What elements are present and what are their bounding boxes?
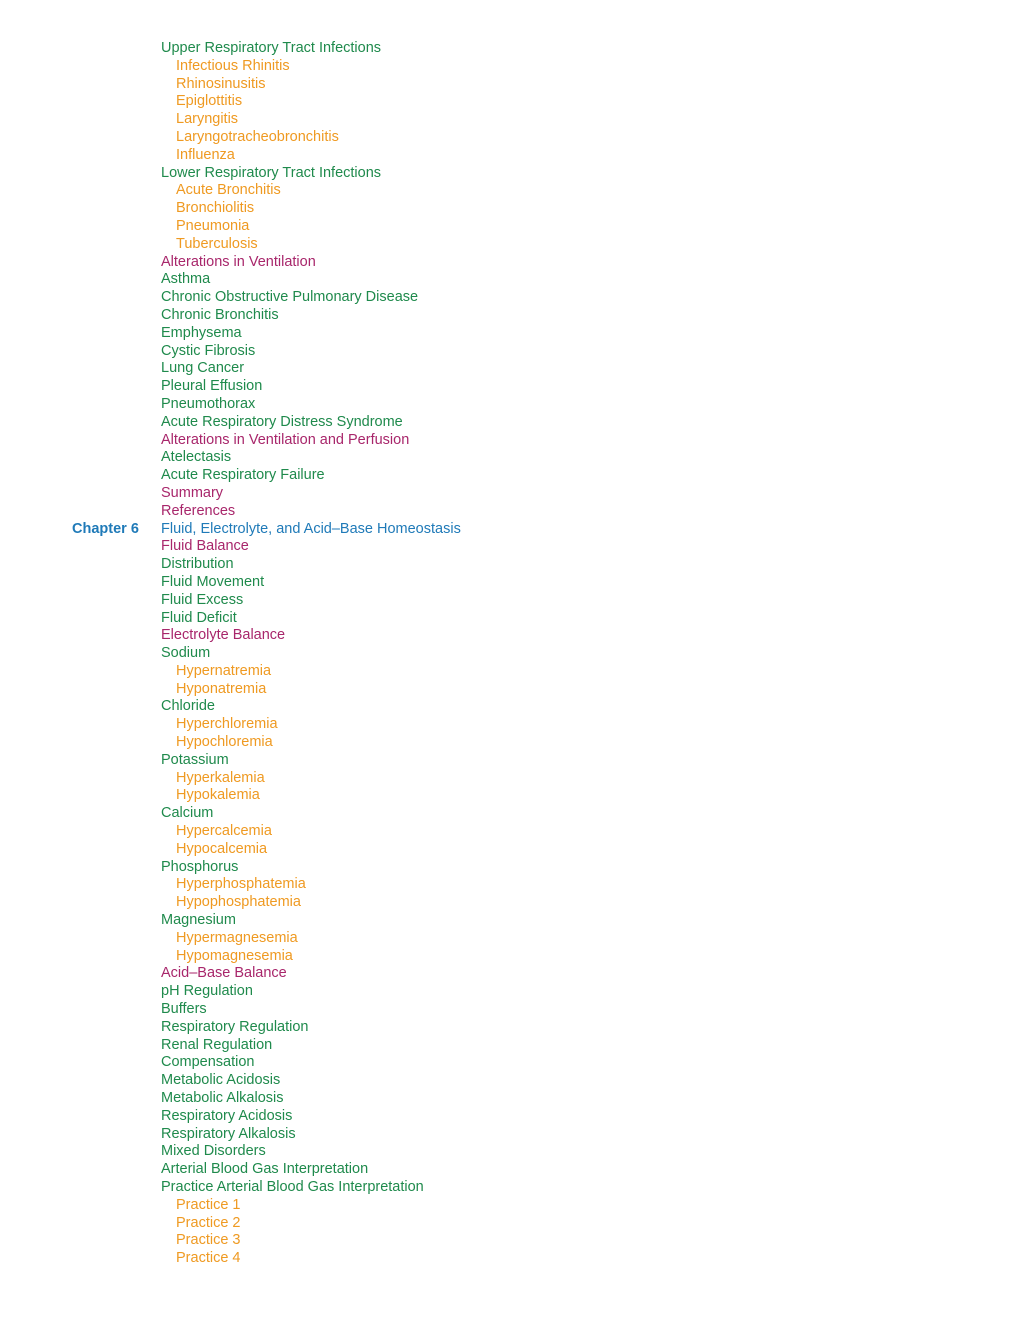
toc-entry-label: Renal Regulation [161, 1036, 273, 1053]
toc-entry-label: Laryngotracheobronchitis [176, 128, 339, 145]
toc-entry-label: Phosphorus [161, 858, 239, 875]
chapter-number: Chapter 6 [72, 520, 139, 537]
toc-entry-label: pH Regulation [161, 983, 253, 1000]
toc-chapter-link[interactable] [0, 521, 1020, 539]
toc-entry-label: Pneumothorax [161, 395, 256, 412]
toc-section-link[interactable] [0, 752, 1020, 770]
toc-entry-label: Hyperphosphatemia [176, 876, 306, 893]
toc-subsection-link[interactable] [0, 663, 1020, 681]
toc-entry-label: Buffers [161, 1001, 207, 1018]
toc-entry-label: Calcium [161, 805, 214, 822]
toc-entry-label: References [161, 502, 236, 519]
toc-entry-label: Pneumonia [176, 217, 250, 234]
toc-entry-label: Hyponatremia [176, 680, 267, 697]
toc-section-link[interactable] [0, 289, 1020, 307]
toc-section-link[interactable] [0, 360, 1020, 378]
toc-entry-label: Lung Cancer [161, 360, 245, 377]
toc-section-link[interactable] [0, 1108, 1020, 1126]
toc-subsection-link[interactable] [0, 787, 1020, 805]
toc-entry-label: Summary [161, 484, 224, 501]
toc-subsection-link[interactable] [0, 841, 1020, 859]
toc-section-link[interactable] [0, 1019, 1020, 1037]
toc-section-link[interactable] [0, 1090, 1020, 1108]
toc-subsection-link[interactable] [0, 129, 1020, 147]
toc-entry-label: Alterations in Ventilation [161, 253, 316, 270]
toc-entry-label: Metabolic Acidosis [161, 1072, 281, 1089]
toc-entry-label: Acute Respiratory Distress Syndrome [161, 413, 403, 430]
toc-entry-label: Hypophosphatemia [176, 894, 301, 911]
toc-entry-label: Influenza [176, 146, 235, 163]
toc-subsection-link[interactable] [0, 111, 1020, 129]
toc-subsection-link[interactable] [0, 1232, 1020, 1250]
toc-entry-label: Lower Respiratory Tract Infections [161, 164, 382, 181]
toc-section-link[interactable] [0, 378, 1020, 396]
toc-subsection-link[interactable] [0, 948, 1020, 966]
toc-entry-label: Acid–Base Balance [161, 965, 287, 982]
toc-subsection-link[interactable] [0, 236, 1020, 254]
toc-heading-link[interactable] [0, 503, 1020, 521]
toc-subsection-link[interactable] [0, 1197, 1020, 1215]
toc-entry-label: Hypermagnesemia [176, 929, 298, 946]
toc-entry-label: Practice 4 [176, 1250, 241, 1267]
toc-entry-label: Fluid, Electrolyte, and Acid–Base Homeostasis [161, 520, 461, 537]
toc-section-link[interactable] [0, 325, 1020, 343]
toc-entry-label: Acute Respiratory Failure [161, 467, 325, 484]
toc-entry-label: Hypocalcemia [176, 840, 268, 857]
toc-section-link[interactable] [0, 449, 1020, 467]
toc-subsection-link[interactable] [0, 200, 1020, 218]
toc-entry-label: Potassium [161, 751, 229, 768]
toc-subsection-link[interactable] [0, 930, 1020, 948]
toc-section-link[interactable] [0, 40, 1020, 58]
toc-entry-label: Acute Bronchitis [176, 182, 281, 199]
toc-entry-label: Chronic Obstructive Pulmonary Disease [161, 289, 419, 306]
toc-section-link[interactable] [0, 1161, 1020, 1179]
toc-section-link[interactable] [0, 165, 1020, 183]
toc-subsection-link[interactable] [0, 823, 1020, 841]
toc-subsection-link[interactable] [0, 182, 1020, 200]
toc-entry-label: Hypercalcemia [176, 823, 272, 840]
toc-section-link[interactable] [0, 1072, 1020, 1090]
toc-entry-label: Upper Respiratory Tract Infections [161, 40, 382, 56]
toc-subsection-link[interactable] [0, 1215, 1020, 1233]
toc-section-link[interactable] [0, 307, 1020, 325]
toc-section-link[interactable] [0, 1054, 1020, 1072]
toc-entry-label: Compensation [161, 1054, 255, 1071]
toc-subsection-link[interactable] [0, 147, 1020, 165]
toc-entry-label: Atelectasis [161, 449, 232, 466]
toc-section-link[interactable] [0, 698, 1020, 716]
toc-section-link[interactable] [0, 1143, 1020, 1161]
toc-section-link[interactable] [0, 645, 1020, 663]
toc-section-link[interactable] [0, 592, 1020, 610]
toc-section-link[interactable] [0, 983, 1020, 1001]
toc-section-link[interactable] [0, 396, 1020, 414]
toc-subsection-link[interactable] [0, 716, 1020, 734]
toc-entry-label: Practice Arterial Blood Gas Interpretation [161, 1179, 424, 1195]
toc-section-link[interactable] [0, 1001, 1020, 1019]
toc-subsection-link[interactable] [0, 894, 1020, 912]
toc-entry-label: Sodium [161, 645, 211, 662]
toc-entry-label: Hypokalemia [176, 787, 260, 804]
toc-entry-label: Epiglottitis [176, 93, 243, 110]
toc-section-link[interactable] [0, 1179, 1020, 1197]
toc-entry-label: Electrolyte Balance [161, 627, 286, 644]
toc-section-link[interactable] [0, 343, 1020, 361]
toc-entry-label: Fluid Balance [161, 538, 249, 555]
toc-heading-link[interactable] [0, 538, 1020, 556]
toc-entry-label: Emphysema [161, 324, 242, 341]
toc-entry-label: Practice 1 [176, 1196, 241, 1213]
toc-subsection-link[interactable] [0, 76, 1020, 94]
toc-section-link[interactable] [0, 271, 1020, 289]
toc-entry-label: Hyperkalemia [176, 769, 265, 786]
toc-entry-label: Alterations in Ventilation and Perfusion [161, 431, 410, 448]
toc-subsection-link[interactable] [0, 58, 1020, 76]
toc-section-link[interactable] [0, 912, 1020, 930]
toc-section-link[interactable] [0, 1126, 1020, 1144]
toc-entry-label: Hypernatremia [176, 662, 272, 679]
toc-entry-label: Fluid Movement [161, 573, 265, 590]
toc-section-link[interactable] [0, 556, 1020, 574]
toc-entry-label: Distribution [161, 556, 234, 573]
toc-entry-label: Laryngitis [176, 111, 239, 128]
toc-subsection-link[interactable] [0, 218, 1020, 236]
toc-subsection-link[interactable] [0, 93, 1020, 111]
toc-entry-label: Rhinosinusitis [176, 75, 266, 92]
toc-section-link[interactable] [0, 1037, 1020, 1055]
toc-entry-label: Magnesium [161, 912, 236, 929]
toc-subsection-link[interactable] [0, 734, 1020, 752]
toc-entry-label: Fluid Excess [161, 591, 244, 608]
toc-section-link[interactable] [0, 610, 1020, 628]
toc-section-link[interactable] [0, 414, 1020, 432]
toc-subsection-link[interactable] [0, 1250, 1020, 1268]
toc-entry-label: Arterial Blood Gas Interpretation [161, 1161, 369, 1178]
toc-entry-label: Practice 2 [176, 1214, 241, 1231]
toc-entry-label: Fluid Deficit [161, 609, 237, 626]
toc-entry-label: Practice 3 [176, 1232, 241, 1249]
toc-entry-label: Chloride [161, 698, 215, 715]
toc-entry-label: Respiratory Alkalosis [161, 1125, 296, 1142]
toc-heading-link[interactable] [0, 432, 1020, 450]
toc-entry-label: Respiratory Regulation [161, 1018, 309, 1035]
toc-entry-label: Bronchiolitis [176, 200, 255, 217]
toc-section-link[interactable] [0, 859, 1020, 877]
toc-subsection-link[interactable] [0, 770, 1020, 788]
toc-heading-link[interactable] [0, 965, 1020, 983]
toc-entry-label: Pleural Effusion [161, 378, 263, 395]
toc-entry-label: Hyperchloremia [176, 716, 278, 733]
toc-heading-link[interactable] [0, 627, 1020, 645]
toc-subsection-link[interactable] [0, 681, 1020, 699]
toc-entry-label: Respiratory Acidosis [161, 1107, 293, 1124]
toc-entry-label: Cystic Fibrosis [161, 342, 256, 359]
toc-section-link[interactable] [0, 574, 1020, 592]
toc-entry-label: Chronic Bronchitis [161, 306, 279, 323]
toc-section-link[interactable] [0, 467, 1020, 485]
table-of-contents [0, 40, 1020, 1268]
toc-heading-link[interactable] [0, 485, 1020, 503]
toc-entry-label: Hypomagnesemia [176, 947, 293, 964]
toc-entry-label: Hypochloremia [176, 734, 273, 751]
toc-entry-label: Infectious Rhinitis [176, 57, 290, 74]
toc-entry-label: Asthma [161, 271, 211, 288]
toc-entry-label: Mixed Disorders [161, 1143, 266, 1160]
toc-section-link[interactable] [0, 805, 1020, 823]
toc-subsection-link[interactable] [0, 876, 1020, 894]
toc-heading-link[interactable] [0, 254, 1020, 272]
toc-entry-label: Metabolic Alkalosis [161, 1090, 284, 1107]
toc-entry-label: Tuberculosis [176, 235, 258, 252]
